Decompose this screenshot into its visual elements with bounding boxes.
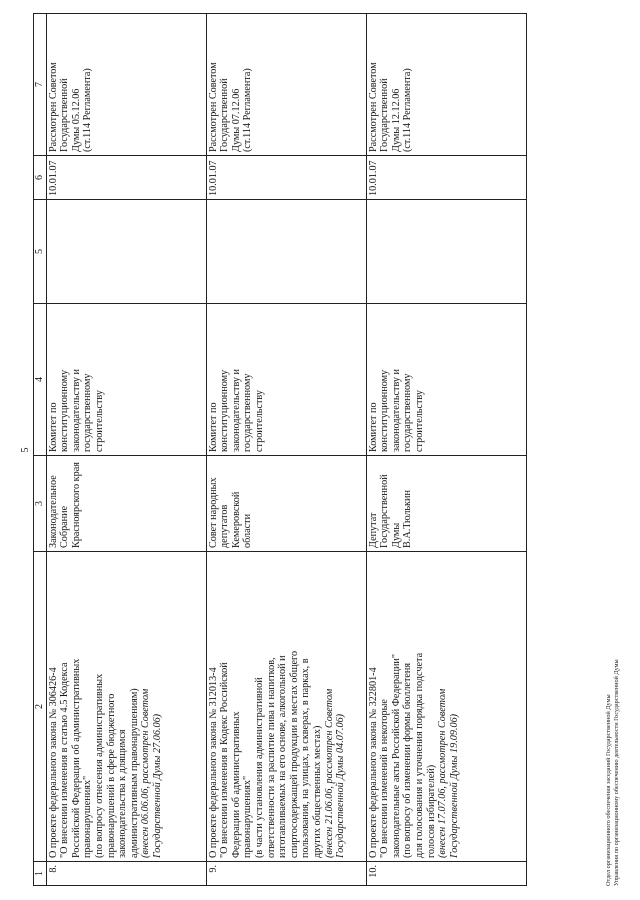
footer xyxy=(605,659,621,886)
committee-line: Комитет по xyxy=(207,402,219,452)
committee-line: конституционному xyxy=(219,369,231,452)
bill-text-line: законодательные акты Российской Федерации" xyxy=(390,653,402,858)
bill-text-line: "О внесении изменений в некоторые xyxy=(379,699,391,858)
bill-text-line: для голосования и уточнения порядка подсчета xyxy=(413,652,425,858)
status-cell xyxy=(206,14,366,156)
bill-text-line: других общественных местах) xyxy=(311,725,323,858)
committee-cell xyxy=(206,304,366,456)
bill-text-line: (по вопросу об изменении формы бюллетеня xyxy=(402,662,414,858)
bill-text-line: голосов избирателей) xyxy=(425,764,437,858)
bill-text-line: правонарушениях" xyxy=(242,775,254,858)
bills-table xyxy=(33,13,527,886)
committee-line: государственному xyxy=(82,373,94,452)
column-header: 2 xyxy=(34,552,47,862)
bill-cell xyxy=(46,552,206,862)
status-line: Рассмотрен Советом xyxy=(367,62,379,152)
bill-note-line: Государственной Думы 04.07.06) xyxy=(335,713,347,858)
committee-line: Комитет по xyxy=(47,402,59,452)
date-cell xyxy=(46,156,206,200)
column-5-cell xyxy=(206,200,366,304)
date-cell xyxy=(206,156,366,200)
row-number: 8. xyxy=(47,865,59,873)
bill-text-line: "О внесении изменения в Кодекс Российской xyxy=(219,662,231,858)
committee-line: строительству xyxy=(253,390,265,452)
status-line: (ст.114 Регламента) xyxy=(402,68,414,152)
bill-note-line: (внесен 17.07.06, рассмотрен Советом xyxy=(437,688,449,858)
initiator-line: Красноярского края xyxy=(70,462,82,548)
bill-note-line: Государственной Думы 19.09.06) xyxy=(448,713,460,858)
bill-text-line: Российской Федерации об административных xyxy=(70,658,82,858)
bill-note-line: Государственной Думы 27.06.06) xyxy=(151,713,163,858)
bill-text-line: законодательства к длящимся xyxy=(117,729,129,858)
bill-note-line: (внесен 21.06.06, рассмотрен Советом xyxy=(323,688,335,858)
status-line: Думы 05.12.06 xyxy=(70,88,82,152)
initiator-line: депутатов xyxy=(219,504,231,548)
bill-text-line: спиртосодержащей продукции в местах общего xyxy=(288,650,300,858)
column-5-cell xyxy=(46,200,206,304)
committee-line: законодательству и xyxy=(390,369,402,452)
table-row xyxy=(366,14,526,886)
committee-line: конституционному xyxy=(59,369,71,452)
initiator-line: Совет народных xyxy=(207,477,219,548)
status-line: Государственной xyxy=(219,78,231,152)
status-line: Думы 12.12.06 xyxy=(390,88,402,152)
date-value: 10.01.07 xyxy=(47,160,59,196)
column-header: 4 xyxy=(34,304,47,456)
bill-text-line: административным правонарушениям) xyxy=(128,688,140,858)
initiator-line: Законодательное xyxy=(47,475,59,548)
footer-line: Управления по организационному обеспечению деятельности Государственной Думы xyxy=(613,659,620,886)
bill-text-line: О проекте федерального закона № 312013-4 xyxy=(207,667,219,858)
committee-line: конституционному xyxy=(379,369,391,452)
bill-cell xyxy=(366,552,526,862)
committee-line: строительству xyxy=(413,390,425,452)
status-cell xyxy=(366,14,526,156)
committee-line: законодательству и xyxy=(230,369,242,452)
bill-text-line: правонарушениях" xyxy=(82,775,94,858)
bill-text-line: пользования, на улицах, в скверах, в парках, в xyxy=(300,658,312,858)
committee-line: государственному xyxy=(242,373,254,452)
bill-text-line: "О внесении изменения в статью 4.5 Кодекса xyxy=(59,662,71,858)
table-row xyxy=(206,14,366,886)
status-cell xyxy=(46,14,206,156)
column-header: 3 xyxy=(34,456,47,552)
initiator-line: Кемеровской области xyxy=(230,491,254,548)
initiator-line: Государственной xyxy=(379,474,391,548)
row-number: 10. xyxy=(367,865,379,878)
bill-text-line: правонарушений в сфере бюджетного xyxy=(105,693,117,858)
committee-cell xyxy=(46,304,206,456)
initiator-line: Депутат xyxy=(367,512,379,548)
status-line: Государственной xyxy=(59,78,71,152)
initiator-cell xyxy=(366,456,526,552)
row-number-cell xyxy=(366,862,526,886)
bill-text-line: изготавливаемых на его основе, алкогольной и xyxy=(277,655,289,858)
initiator-cell xyxy=(206,456,366,552)
bill-text-line: Федерации об административных xyxy=(230,711,242,858)
bill-cell xyxy=(206,552,366,862)
column-number-row xyxy=(34,14,47,886)
status-line: (ст.114 Регламента) xyxy=(242,68,254,152)
footer-line: Отдел организационного обеспечения заседаний Государственной Думы xyxy=(605,694,612,886)
initiator-line: В.А.Тюлькин xyxy=(402,490,414,548)
column-5-cell xyxy=(366,200,526,304)
bill-text-line: ответственности за распитие пива и напитков, xyxy=(265,657,277,858)
bill-note-line: (внесен 06.06.06, рассмотрен Советом xyxy=(140,688,152,858)
bill-text-line: О проекте федерального закона № 322801-4 xyxy=(367,667,379,858)
date-value: 10.01.07 xyxy=(367,160,379,196)
initiator-line: Думы xyxy=(390,522,402,548)
status-line: Рассмотрен Советом xyxy=(47,62,59,152)
column-header: 7 xyxy=(34,14,47,156)
page-number: 5 xyxy=(20,447,31,453)
initiator-line: Собрание xyxy=(59,505,71,548)
row-number-cell xyxy=(46,862,206,886)
status-line: Государственной xyxy=(379,78,391,152)
row-number-cell xyxy=(206,862,366,886)
committee-cell xyxy=(366,304,526,456)
date-cell xyxy=(366,156,526,200)
committee-line: государственному xyxy=(402,373,414,452)
status-line: Думы 07.12.06 xyxy=(230,88,242,152)
row-number: 9. xyxy=(207,865,219,873)
column-header: 1 xyxy=(34,862,47,886)
date-value: 10.01.07 xyxy=(207,160,219,196)
initiator-cell xyxy=(46,456,206,552)
committee-line: законодательству и xyxy=(70,369,82,452)
column-header: 5 xyxy=(34,200,47,304)
table-row xyxy=(46,14,206,886)
bill-text-line: (в части установления административной xyxy=(253,677,265,858)
committee-line: Комитет по xyxy=(367,402,379,452)
bill-text-line: О проекте федерального закона № 306426-4 xyxy=(47,667,59,858)
committee-line: строительству xyxy=(93,390,105,452)
column-header: 6 xyxy=(34,156,47,200)
status-line: (ст.114 Регламента) xyxy=(82,68,94,152)
status-line: Рассмотрен Советом xyxy=(207,62,219,152)
bill-text-line: (по вопросу отнесения административных xyxy=(93,673,105,858)
